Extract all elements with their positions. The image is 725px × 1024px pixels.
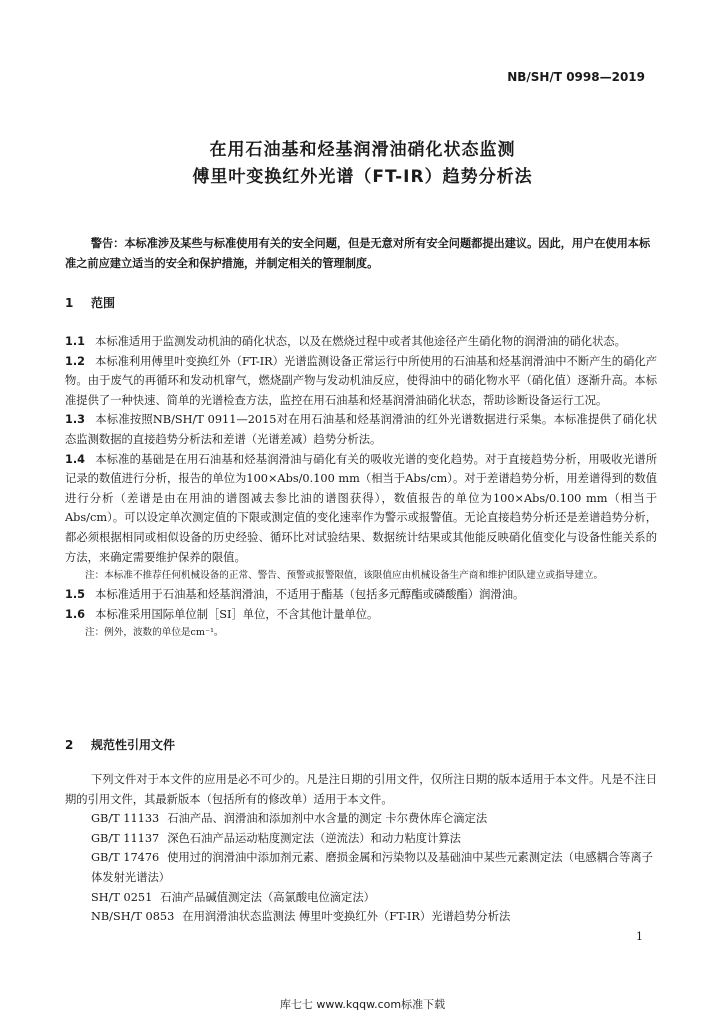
page-number: 1 (636, 930, 643, 943)
reference-item (65, 829, 657, 849)
section-title: 范围 (91, 296, 116, 310)
clause-number: 1.6 (65, 607, 86, 621)
normative-references (65, 770, 657, 927)
reference-code: GB/T 11137 (91, 831, 160, 845)
section-1-heading (65, 294, 115, 311)
note-2: 注：例外，波数的单位是cm⁻¹。 (85, 627, 224, 639)
reference-item (65, 809, 657, 829)
document-title-line-1: 在用石油基和烃基润滑油硝化状态监测 (209, 140, 516, 160)
clause-text: 本标准利用傅里叶变换红外（FT-IR）光谱监测设备正常运行中所使用的石油基和烃基润滑油中不断产生的硝化产物。由于废气的再循环和发动机窜气，燃烧副产物与发动机油反应，使得油中的硝化物水平（硝化值）逐渐升高。本标准提供了一种快速、简单的光谱检查方法，监控在用石油基和烃基润滑油硝化状态，帮助诊断设备运行工况。 (65, 354, 657, 407)
section-2-heading (65, 736, 175, 753)
clause-1-5 (65, 585, 657, 605)
clause-text: 本标准采用国际单位制［SI］单位，不含其他计量单位。 (95, 607, 379, 621)
footer-watermark[interactable]: 库七七 www.kqqw.com标准下载 (279, 998, 446, 1011)
clause-number: 1.3 (65, 413, 86, 427)
clause-1-1 (65, 332, 657, 352)
clause-text: 本标准适用于监测发动机油的硝化状态，以及在燃烧过程中或者其他途径产生硝化物的润滑油的硝化状态。 (95, 335, 626, 348)
reference-code: GB/T 17476 (91, 851, 160, 865)
clause-number: 1.5 (65, 588, 86, 602)
clause-number: 1.2 (65, 354, 86, 368)
clause-1-3 (65, 410, 657, 449)
reference-title: 使用过的润滑油中添加剂元素、磨损金属和污染物以及基础油中某些元素测定法（电感耦合等离子体发射光谱法） (91, 851, 653, 884)
reference-code: NB/SH/T 0853 (91, 910, 175, 924)
section-number: 1 (65, 296, 74, 310)
section-title: 规范性引用文件 (91, 738, 176, 752)
clause-1-6 (65, 605, 657, 625)
reference-item (65, 907, 657, 927)
clause-number: 1.1 (65, 335, 86, 348)
safety-warning: 警告：本标准涉及某些与标准使用有关的安全问题，但是无意对所有安全问题都提出建议。因此，用户在使用本标准之前应建立适当的安全和保护措施，并制定相关的管理制度。 (65, 237, 651, 270)
reference-title: 深色石油产品运动粘度测定法（逆流法）和动力粘度计算法 (167, 831, 461, 845)
reference-code: SH/T 0251 (91, 890, 153, 904)
clause-text: 本标准的基础是在用石油基和烃基润滑油与硝化有关的吸收光谱的变化趋势。对于直接趋势分析，用吸收光谱所记录的数值进行分析，报告的单位为100×Abs/0.100 mm（相当于Abs/cm）。对于差谱趋势分析，用差谱得到的数值进行分析（差谱是由在用油的谱图减去参比油的谱图获得），数值报告的单位为100×Abs/0.100 mm（相当于Abs/cm）。可以设定单次测定值的下限或测定值的变化速率作为警示或报警值。无论直接趋势分析还是差谱趋势分析，都必须根据相同或相似设备的历史经验、循环比对试验结果、数据统计结果或其他能反映硝化值变化与设备性能关系的方法，来确定需要维护保养的限值。 (65, 452, 657, 564)
note-1: 注：本标准不推荐任何机械设备的正常、警告、预警或报警限值，该限值应由机械设备生产商和维护团队建立或指导建立。 (85, 570, 604, 582)
reference-code: GB/T 11133 (91, 812, 160, 826)
clause-1-2 (65, 352, 657, 411)
reference-title: 在用润滑油状态监测法 傅里叶变换红外（FT-IR）光谱趋势分析法 (182, 910, 511, 924)
scope-section (65, 332, 657, 642)
document-title-line-2: 傅里叶变换红外光谱（FT-IR）趋势分析法 (192, 167, 533, 187)
reference-item (65, 848, 657, 887)
section-number: 2 (65, 738, 74, 752)
clause-number: 1.4 (65, 452, 86, 466)
clause-text: 本标准按照NB/SH/T 0911—2015对在用石油基和烃基润滑油的红外光谱数据进行采集。本标准提供了硝化状态监测数据的直接趋势分析法和差谱（光谱差减）趋势分析法。 (65, 413, 657, 446)
reference-item (65, 888, 657, 908)
clause-text: 本标准适用于石油基和烃基润滑油，不适用于酯基（包括多元醇酯或磷酸酯）润滑油。 (95, 588, 525, 602)
clause-1-4 (65, 450, 657, 568)
document-code: NB/SH/T 0998—2019 (507, 70, 645, 84)
reference-title: 石油产品碱值测定法（高氯酸电位滴定法） (160, 890, 375, 904)
references-intro: 下列文件对于本文件的应用是必不可少的。凡是注日期的引用文件，仅所注日期的版本适用于本文件。凡是不注日期的引用文件，其最新版本（包括所有的修改单）适用于本文件。 (65, 773, 657, 806)
reference-title: 石油产品、润滑油和添加剂中水含量的测定 卡尔费休库仑滴定法 (167, 812, 488, 826)
